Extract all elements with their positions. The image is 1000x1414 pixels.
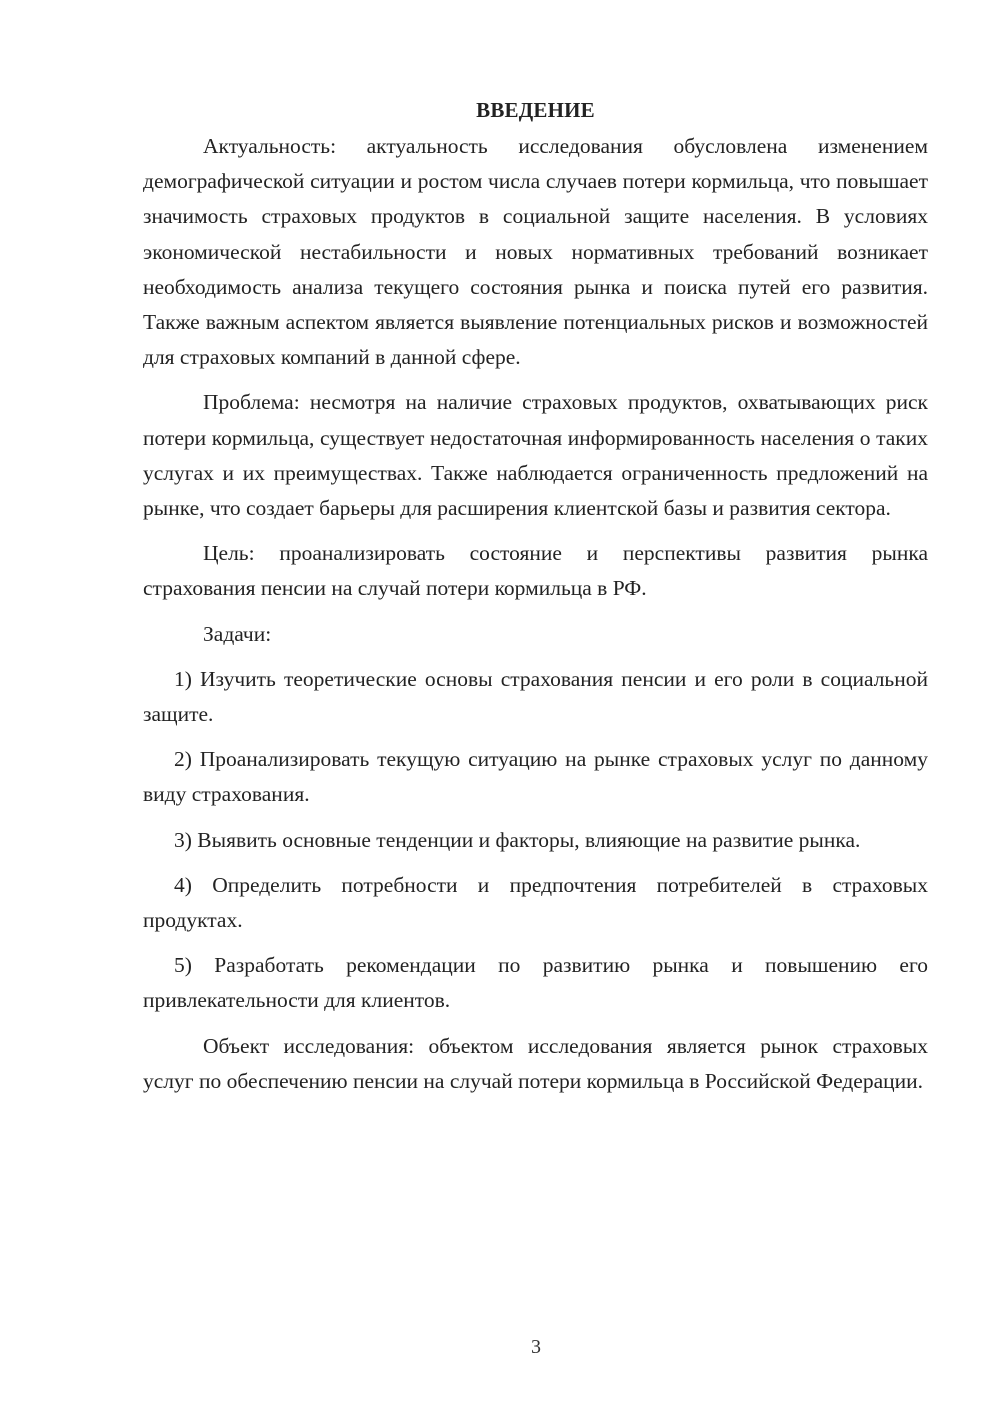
object-paragraph: Объект исследования: объектом исследования является рынок страховых услуг по обеспечению пенсии на случай потери кормильца в Российской Федерации. [143,1033,928,1093]
tasks-heading: Задачи: [203,621,272,646]
list-item: 1) Изучить теоретические основы страхования пенсии и его роли в социальной защите. [143,666,928,727]
tasks-list [143,662,928,1019]
document-page [143,95,928,1109]
list-item: 2) Проанализировать текущую ситуацию на рынке страховых услуг по данному виду страхования. [143,747,928,807]
goal-paragraph: Цель: проанализировать состояние и перспективы развития рынка страхования пенсии на случай потери кормильца в РФ. [143,541,928,601]
problem-paragraph: Проблема: несмотря на наличие страховых продуктов, охватывающих риск потери кормильца, существует недостаточная информированность населения о таких услугах и их преимуществах. Также наблюдается ограниченность предложений на рынке, что создает барьеры для расширения клиентской базы и развития сектора. [143,390,928,521]
list-item: 5) Разработать рекомендации по развитию рынка и повышению его привлекательности для клиентов. [143,953,928,1013]
page-number: 3 [531,1336,541,1358]
list-item: 4) Определить потребности и предпочтения потребителей в страховых продуктах. [143,872,928,933]
relevance-paragraph: Актуальность: актуальность исследования обусловлена изменением демографической ситуации и ростом числа случаев потери кормильца, что повышает значимость страховых продуктов в социальной защите населения. В условиях экономической нестабильности и новых нормативных требований возникает необходимость анализа текущего состояния рынка и поиска путей его развития. Также важным аспектом является выявление потенциальных рисков и возможностей для страховых компаний в данной сфере. [143,134,928,370]
list-item: 3) Выявить основные тенденции и факторы, влияющие на развитие рынка. [174,827,861,852]
section-title: ВВЕДЕНИЕ [476,98,595,122]
